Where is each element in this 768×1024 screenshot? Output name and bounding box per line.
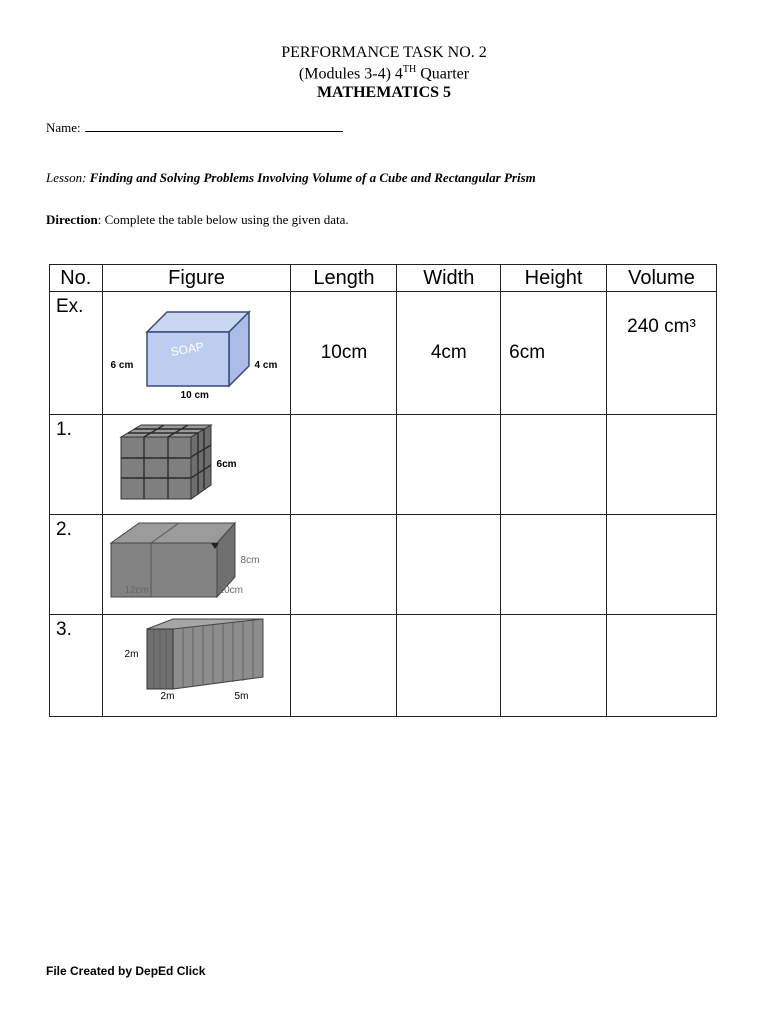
volume-cell[interactable]: [606, 415, 716, 515]
modules-prefix: (Modules 3-4) 4: [298, 65, 403, 83]
footer-credit: File Created by DepEd Click: [46, 964, 206, 978]
table-header-row: [50, 265, 717, 292]
volume-cell[interactable]: [606, 292, 716, 415]
lesson-label: Lesson:: [46, 170, 87, 185]
name-label: Name:: [46, 120, 81, 135]
figure-label: 8cm: [240, 555, 260, 566]
name-row: [46, 119, 343, 136]
soap-box-figure: [103, 292, 289, 410]
height-cell[interactable]: [501, 515, 607, 615]
table-row: [50, 415, 717, 515]
name-blank-line[interactable]: [85, 119, 343, 132]
lesson-line: [46, 170, 536, 186]
height-cell[interactable]: [501, 415, 607, 515]
header-figure: Figure: [102, 265, 291, 292]
header-width: Width: [397, 265, 501, 292]
subject-title: MATHEMATICS 5: [316, 84, 452, 101]
soap-label: SOAP: [169, 339, 205, 360]
figure-label: 5m: [234, 691, 249, 702]
figure-cell: [102, 415, 291, 515]
header-no: No.: [50, 265, 103, 292]
box-figure: [103, 515, 289, 610]
modules-sup: TH: [402, 64, 417, 75]
header-length: Length: [291, 265, 397, 292]
width-cell[interactable]: [397, 615, 501, 717]
figure-cell: [102, 292, 291, 415]
task-title: PERFORMANCE TASK NO. 2: [281, 44, 487, 61]
figure-label: 10 cm: [180, 390, 209, 401]
width-cell[interactable]: [397, 415, 501, 515]
row-number: 3.: [50, 615, 103, 717]
figure-label: 12cm: [124, 585, 149, 596]
figure-label: 10cm: [218, 585, 243, 596]
volume-cell[interactable]: [606, 515, 716, 615]
figure-label: 2m: [124, 649, 139, 660]
modules-suffix: Quarter: [416, 65, 470, 83]
table-row: [50, 292, 717, 415]
figure-label: 4 cm: [254, 360, 278, 371]
height-value: 6cm: [509, 342, 546, 363]
direction-line: [46, 212, 349, 228]
table-row: [50, 515, 717, 615]
figure-cell: [102, 515, 291, 615]
volume-value: 240 cm³: [627, 316, 696, 337]
volume-cell[interactable]: [606, 615, 716, 717]
figure-label: 6 cm: [110, 360, 134, 371]
rubiks-cube-image: [103, 415, 289, 510]
width-cell[interactable]: [397, 292, 501, 415]
direction-label: Direction: [46, 212, 98, 227]
width-cell[interactable]: [397, 515, 501, 615]
direction-text: : Complete the table below using the given data.: [97, 212, 349, 227]
volume-table: [49, 264, 717, 717]
length-cell[interactable]: [291, 292, 397, 415]
height-cell[interactable]: [501, 615, 607, 717]
lesson-text: Finding and Solving Problems Involving Volume of a Cube and Rectangular Prism: [89, 170, 536, 185]
row-number: 2.: [50, 515, 103, 615]
header-height: Height: [501, 265, 607, 292]
length-value: 10cm: [320, 342, 368, 363]
cube-figure: [103, 415, 289, 510]
figure-cell: [102, 615, 291, 717]
figure-label: 2m: [160, 691, 175, 702]
header-volume: Volume: [606, 265, 716, 292]
modules-line: [0, 64, 768, 83]
height-cell[interactable]: [501, 292, 607, 415]
length-cell[interactable]: [291, 515, 397, 615]
figure-label: 6cm: [216, 459, 237, 470]
shipping-container-image: [103, 615, 289, 712]
length-cell[interactable]: [291, 615, 397, 717]
table-row: [50, 615, 717, 717]
container-figure: [103, 615, 289, 712]
width-value: 4cm: [430, 342, 467, 363]
row-number: 1.: [50, 415, 103, 515]
row-number: Ex.: [50, 292, 103, 415]
length-cell[interactable]: [291, 415, 397, 515]
